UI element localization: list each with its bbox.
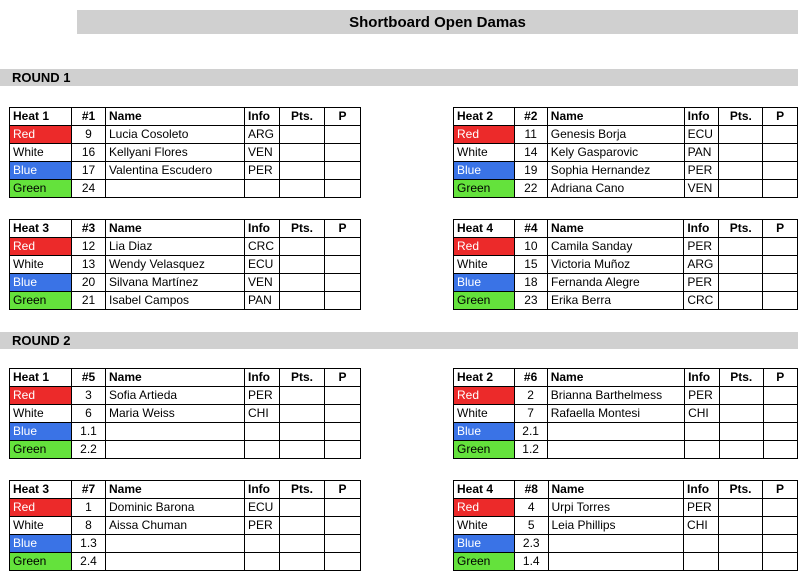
seed: 1.1 bbox=[72, 423, 106, 441]
country-info: PER bbox=[684, 238, 719, 256]
jersey-color: Blue bbox=[10, 535, 72, 553]
jersey-color: Blue bbox=[10, 423, 72, 441]
jersey-color: Green bbox=[10, 292, 72, 310]
place-cell bbox=[763, 238, 798, 256]
table-row bbox=[454, 180, 798, 198]
place-cell bbox=[763, 180, 798, 198]
seed: 16 bbox=[72, 144, 106, 162]
seed: 5 bbox=[515, 517, 548, 535]
place-cell bbox=[763, 441, 797, 459]
points-cell bbox=[280, 274, 325, 292]
points-cell bbox=[719, 238, 763, 256]
surfer-name: Adriana Cano bbox=[547, 180, 684, 198]
country-info: ECU bbox=[245, 256, 280, 274]
surfer-name: Camila Sanday bbox=[547, 238, 683, 256]
table-row bbox=[10, 180, 361, 198]
seed: 18 bbox=[514, 274, 547, 292]
heat-table bbox=[453, 219, 798, 310]
heat-table bbox=[453, 368, 798, 459]
table-row bbox=[10, 274, 361, 292]
points-column-header: Pts. bbox=[280, 481, 325, 499]
jersey-color: Blue bbox=[10, 274, 72, 292]
country-info: ARG bbox=[684, 256, 719, 274]
country-info: PAN bbox=[684, 144, 719, 162]
surfer-name bbox=[547, 441, 684, 459]
heat-number: #5 bbox=[72, 369, 106, 387]
seed: 21 bbox=[72, 292, 106, 310]
points-cell bbox=[719, 126, 763, 144]
heat-table bbox=[453, 107, 798, 198]
table-row bbox=[454, 517, 798, 535]
heat-header-row bbox=[10, 369, 361, 387]
seed: 8 bbox=[72, 517, 106, 535]
jersey-color: White bbox=[10, 405, 72, 423]
points-cell bbox=[719, 256, 763, 274]
heat-table bbox=[9, 107, 361, 198]
heat-label: Heat 1 bbox=[10, 108, 72, 126]
points-cell bbox=[280, 441, 325, 459]
surfer-name: Silvana Martínez bbox=[106, 274, 245, 292]
points-cell bbox=[280, 162, 325, 180]
surfer-name: Sofia Artieda bbox=[106, 387, 245, 405]
surfer-name: Kellyani Flores bbox=[106, 144, 245, 162]
table-row bbox=[10, 517, 361, 535]
surfer-name: Kely Gasparovic bbox=[547, 144, 684, 162]
name-column-header: Name bbox=[547, 108, 684, 126]
heat-number: #4 bbox=[514, 220, 547, 238]
surfer-name: Brianna Barthelmess bbox=[547, 387, 684, 405]
heat-label: Heat 1 bbox=[10, 369, 72, 387]
table-row bbox=[10, 405, 361, 423]
points-cell bbox=[718, 499, 762, 517]
surfer-name: Rafaella Montesi bbox=[547, 405, 684, 423]
points-cell bbox=[719, 405, 763, 423]
points-cell bbox=[719, 423, 763, 441]
points-cell bbox=[280, 180, 325, 198]
points-cell bbox=[718, 535, 762, 553]
heat-number: #1 bbox=[72, 108, 106, 126]
surfer-name bbox=[548, 553, 684, 571]
heat-number: #8 bbox=[515, 481, 548, 499]
points-column-header: Pts. bbox=[719, 108, 763, 126]
table-row bbox=[10, 292, 361, 310]
seed: 2.4 bbox=[72, 553, 106, 571]
place-cell bbox=[763, 144, 798, 162]
place-column-header: P bbox=[325, 108, 361, 126]
place-cell bbox=[325, 162, 361, 180]
points-column-header: Pts. bbox=[719, 369, 763, 387]
country-info bbox=[685, 441, 720, 459]
place-column-header: P bbox=[763, 220, 798, 238]
country-info bbox=[684, 553, 719, 571]
place-cell bbox=[325, 126, 361, 144]
surfer-name: Lia Diaz bbox=[106, 238, 245, 256]
country-info: PAN bbox=[245, 292, 280, 310]
surfer-name: Wendy Velasquez bbox=[106, 256, 245, 274]
heat-number: #7 bbox=[72, 481, 106, 499]
seed: 10 bbox=[514, 238, 547, 256]
heat-label: Heat 4 bbox=[454, 481, 515, 499]
heat-label: Heat 3 bbox=[10, 220, 72, 238]
table-row bbox=[454, 387, 798, 405]
jersey-color: Blue bbox=[454, 162, 515, 180]
place-cell bbox=[325, 405, 361, 423]
points-cell bbox=[280, 499, 325, 517]
points-cell bbox=[280, 126, 325, 144]
seed: 19 bbox=[514, 162, 547, 180]
place-cell bbox=[325, 387, 361, 405]
jersey-color: Red bbox=[10, 126, 72, 144]
surfer-name bbox=[106, 553, 245, 571]
seed: 24 bbox=[72, 180, 106, 198]
points-cell bbox=[718, 553, 762, 571]
table-row bbox=[454, 292, 798, 310]
heat-table bbox=[9, 368, 361, 459]
info-column-header: Info bbox=[685, 369, 720, 387]
page-title: Shortboard Open Damas bbox=[77, 10, 798, 34]
jersey-color: Red bbox=[454, 238, 515, 256]
points-cell bbox=[280, 387, 325, 405]
seed: 9 bbox=[72, 126, 106, 144]
surfer-name: Erika Berra bbox=[547, 292, 683, 310]
seed: 2.2 bbox=[72, 441, 106, 459]
surfer-name: Sophia Hernandez bbox=[547, 162, 684, 180]
place-cell bbox=[763, 292, 798, 310]
table-row bbox=[454, 238, 798, 256]
place-column-header: P bbox=[763, 481, 798, 499]
heat-header-row bbox=[10, 108, 361, 126]
table-row bbox=[454, 126, 798, 144]
info-column-header: Info bbox=[245, 369, 280, 387]
seed: 1.3 bbox=[72, 535, 106, 553]
surfer-name bbox=[106, 535, 245, 553]
points-cell bbox=[719, 292, 763, 310]
info-column-header: Info bbox=[245, 481, 280, 499]
points-column-header: Pts. bbox=[719, 220, 763, 238]
country-info: PER bbox=[684, 162, 719, 180]
surfer-name: Aissa Chuman bbox=[106, 517, 245, 535]
surfer-name bbox=[548, 535, 684, 553]
place-cell bbox=[325, 423, 361, 441]
place-column-header: P bbox=[325, 369, 361, 387]
jersey-color: White bbox=[10, 144, 72, 162]
jersey-color: Red bbox=[454, 387, 515, 405]
country-info: CRC bbox=[684, 292, 719, 310]
table-row bbox=[10, 238, 361, 256]
heat-label: Heat 2 bbox=[454, 369, 515, 387]
country-info: ECU bbox=[245, 499, 280, 517]
place-cell bbox=[763, 274, 798, 292]
info-column-header: Info bbox=[245, 108, 280, 126]
surfer-name: Isabel Campos bbox=[106, 292, 245, 310]
seed: 6 bbox=[72, 405, 106, 423]
place-column-header: P bbox=[325, 481, 361, 499]
jersey-color: White bbox=[10, 256, 72, 274]
points-cell bbox=[280, 535, 325, 553]
heat-number: #6 bbox=[514, 369, 547, 387]
jersey-color: Green bbox=[454, 441, 515, 459]
points-cell bbox=[719, 144, 763, 162]
place-cell bbox=[763, 553, 798, 571]
points-cell bbox=[280, 405, 325, 423]
points-cell bbox=[280, 423, 325, 441]
jersey-color: White bbox=[10, 517, 72, 535]
surfer-name bbox=[106, 180, 245, 198]
country-info bbox=[245, 535, 280, 553]
heat-header-row bbox=[454, 108, 798, 126]
country-info: CRC bbox=[245, 238, 280, 256]
surfer-name: Genesis Borja bbox=[547, 126, 684, 144]
seed: 13 bbox=[72, 256, 106, 274]
seed: 2.1 bbox=[514, 423, 547, 441]
table-row bbox=[454, 499, 798, 517]
round-1-header: ROUND 1 bbox=[0, 69, 798, 86]
points-column-header: Pts. bbox=[280, 220, 325, 238]
surfer-name: Urpi Torres bbox=[548, 499, 684, 517]
points-cell bbox=[280, 144, 325, 162]
points-cell bbox=[719, 441, 763, 459]
jersey-color: Green bbox=[10, 553, 72, 571]
seed: 15 bbox=[514, 256, 547, 274]
jersey-color: Red bbox=[454, 499, 515, 517]
jersey-color: Blue bbox=[454, 535, 515, 553]
seed: 20 bbox=[72, 274, 106, 292]
heat-header-row bbox=[10, 220, 361, 238]
surfer-name: Maria Weiss bbox=[106, 405, 245, 423]
table-row bbox=[10, 553, 361, 571]
country-info bbox=[684, 535, 719, 553]
surfer-name: Fernanda Alegre bbox=[547, 274, 683, 292]
seed: 11 bbox=[514, 126, 547, 144]
heat-table bbox=[9, 219, 361, 310]
points-column-header: Pts. bbox=[718, 481, 762, 499]
country-info bbox=[245, 441, 280, 459]
heat-label: Heat 2 bbox=[454, 108, 515, 126]
heat-header-row bbox=[10, 481, 361, 499]
surfer-name: Leia Phillips bbox=[548, 517, 684, 535]
jersey-color: Red bbox=[10, 238, 72, 256]
heat-label: Heat 4 bbox=[454, 220, 515, 238]
jersey-color: Blue bbox=[454, 274, 515, 292]
jersey-color: White bbox=[454, 144, 515, 162]
place-cell bbox=[763, 162, 798, 180]
table-row bbox=[454, 405, 798, 423]
country-info: VEN bbox=[245, 274, 280, 292]
points-cell bbox=[719, 274, 763, 292]
place-cell bbox=[325, 499, 361, 517]
seed: 2 bbox=[514, 387, 547, 405]
heat-number: #3 bbox=[72, 220, 106, 238]
name-column-header: Name bbox=[547, 369, 684, 387]
round-2-header: ROUND 2 bbox=[0, 332, 798, 349]
table-row bbox=[10, 441, 361, 459]
points-cell bbox=[280, 517, 325, 535]
place-cell bbox=[763, 517, 798, 535]
heat-header-row bbox=[454, 481, 798, 499]
points-cell bbox=[719, 387, 763, 405]
table-row bbox=[454, 162, 798, 180]
points-column-header: Pts. bbox=[280, 369, 325, 387]
table-row bbox=[10, 423, 361, 441]
place-cell bbox=[325, 256, 361, 274]
surfer-name bbox=[547, 423, 684, 441]
country-info: PER bbox=[684, 499, 719, 517]
table-row bbox=[10, 387, 361, 405]
jersey-color: Red bbox=[10, 499, 72, 517]
seed: 12 bbox=[72, 238, 106, 256]
points-column-header: Pts. bbox=[280, 108, 325, 126]
country-info: CHI bbox=[685, 405, 720, 423]
seed: 1.4 bbox=[515, 553, 548, 571]
seed: 22 bbox=[514, 180, 547, 198]
table-row bbox=[10, 162, 361, 180]
place-column-header: P bbox=[325, 220, 361, 238]
table-row bbox=[454, 535, 798, 553]
points-cell bbox=[719, 162, 763, 180]
country-info bbox=[245, 423, 280, 441]
heat-number: #2 bbox=[514, 108, 547, 126]
jersey-color: Green bbox=[454, 292, 515, 310]
table-row bbox=[10, 126, 361, 144]
points-cell bbox=[280, 292, 325, 310]
jersey-color: Blue bbox=[454, 423, 515, 441]
country-info: CHI bbox=[684, 517, 719, 535]
points-cell bbox=[280, 238, 325, 256]
place-cell bbox=[325, 441, 361, 459]
heat-table bbox=[9, 480, 361, 571]
jersey-color: White bbox=[454, 405, 515, 423]
place-cell bbox=[763, 535, 798, 553]
country-info: PER bbox=[685, 387, 720, 405]
table-row bbox=[10, 144, 361, 162]
place-cell bbox=[325, 292, 361, 310]
heat-header-row bbox=[454, 369, 798, 387]
country-info: PER bbox=[245, 387, 280, 405]
points-cell bbox=[280, 553, 325, 571]
heat-header-row bbox=[454, 220, 798, 238]
table-row bbox=[10, 535, 361, 553]
surfer-name bbox=[106, 423, 245, 441]
table-row bbox=[454, 274, 798, 292]
table-row bbox=[454, 441, 798, 459]
country-info: VEN bbox=[245, 144, 280, 162]
jersey-color: Green bbox=[10, 441, 72, 459]
place-cell bbox=[763, 405, 797, 423]
country-info: PER bbox=[245, 162, 280, 180]
place-cell bbox=[763, 387, 797, 405]
heat-table bbox=[453, 480, 798, 571]
jersey-color: White bbox=[454, 256, 515, 274]
info-column-header: Info bbox=[684, 481, 719, 499]
table-row bbox=[10, 256, 361, 274]
name-column-header: Name bbox=[548, 481, 684, 499]
seed: 7 bbox=[514, 405, 547, 423]
jersey-color: Green bbox=[454, 180, 515, 198]
place-column-header: P bbox=[763, 108, 798, 126]
surfer-name: Lucia Cosoleto bbox=[106, 126, 245, 144]
heat-label: Heat 3 bbox=[10, 481, 72, 499]
seed: 2.3 bbox=[515, 535, 548, 553]
seed: 1.2 bbox=[514, 441, 547, 459]
jersey-color: Red bbox=[454, 126, 515, 144]
place-cell bbox=[325, 553, 361, 571]
surfer-name: Victoria Muñoz bbox=[547, 256, 683, 274]
jersey-color: White bbox=[454, 517, 515, 535]
name-column-header: Name bbox=[547, 220, 683, 238]
seed: 23 bbox=[514, 292, 547, 310]
seed: 17 bbox=[72, 162, 106, 180]
surfer-name: Dominic Barona bbox=[106, 499, 245, 517]
surfer-name: Valentina Escudero bbox=[106, 162, 245, 180]
country-info bbox=[245, 553, 280, 571]
table-row bbox=[454, 256, 798, 274]
place-cell bbox=[325, 274, 361, 292]
info-column-header: Info bbox=[245, 220, 280, 238]
seed: 14 bbox=[514, 144, 547, 162]
country-info bbox=[685, 423, 720, 441]
jersey-color: Green bbox=[10, 180, 72, 198]
seed: 3 bbox=[72, 387, 106, 405]
place-cell bbox=[325, 144, 361, 162]
info-column-header: Info bbox=[684, 220, 719, 238]
place-cell bbox=[763, 499, 798, 517]
table-row bbox=[10, 499, 361, 517]
place-column-header: P bbox=[763, 369, 797, 387]
country-info: PER bbox=[684, 274, 719, 292]
country-info: PER bbox=[245, 517, 280, 535]
info-column-header: Info bbox=[684, 108, 719, 126]
place-cell bbox=[325, 535, 361, 553]
name-column-header: Name bbox=[106, 481, 245, 499]
country-info: CHI bbox=[245, 405, 280, 423]
name-column-header: Name bbox=[106, 220, 245, 238]
points-cell bbox=[719, 180, 763, 198]
jersey-color: Green bbox=[454, 553, 515, 571]
place-cell bbox=[325, 517, 361, 535]
place-cell bbox=[763, 126, 798, 144]
place-cell bbox=[763, 423, 797, 441]
seed: 1 bbox=[72, 499, 106, 517]
table-row bbox=[454, 423, 798, 441]
seed: 4 bbox=[515, 499, 548, 517]
points-cell bbox=[280, 256, 325, 274]
jersey-color: Blue bbox=[10, 162, 72, 180]
place-cell bbox=[763, 256, 798, 274]
country-info bbox=[245, 180, 280, 198]
jersey-color: Red bbox=[10, 387, 72, 405]
points-cell bbox=[718, 517, 762, 535]
name-column-header: Name bbox=[106, 108, 245, 126]
surfer-name bbox=[106, 441, 245, 459]
table-row bbox=[454, 553, 798, 571]
table-row bbox=[454, 144, 798, 162]
place-cell bbox=[325, 180, 361, 198]
name-column-header: Name bbox=[106, 369, 245, 387]
country-info: ARG bbox=[245, 126, 280, 144]
country-info: ECU bbox=[684, 126, 719, 144]
place-cell bbox=[325, 238, 361, 256]
country-info: VEN bbox=[684, 180, 719, 198]
